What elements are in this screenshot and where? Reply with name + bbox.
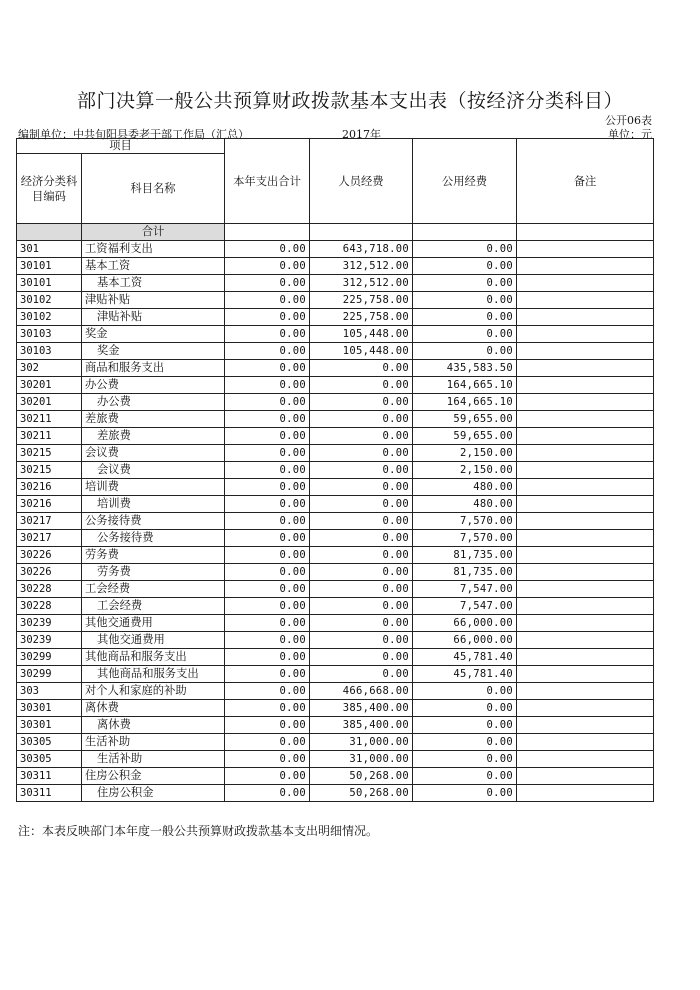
table-row <box>17 564 654 581</box>
table-row <box>17 394 654 411</box>
row-public: 480.00 <box>413 496 517 513</box>
row-code: 30217 <box>17 530 82 547</box>
row-name: 商品和服务支出 <box>82 360 225 377</box>
table-row <box>17 598 654 615</box>
row-personnel: 0.00 <box>310 547 413 564</box>
row-code: 30239 <box>17 632 82 649</box>
row-personnel: 225,758.00 <box>310 292 413 309</box>
row-remark <box>517 241 654 258</box>
row-public: 0.00 <box>413 785 517 802</box>
table-row <box>17 309 654 326</box>
sum-personnel-cell <box>310 224 413 241</box>
table-row <box>17 530 654 547</box>
row-total: 0.00 <box>225 632 310 649</box>
row-name: 津贴补贴 <box>82 309 225 326</box>
table-row <box>17 275 654 292</box>
row-code: 30101 <box>17 258 82 275</box>
sum-remark-cell <box>517 224 654 241</box>
row-code: 30211 <box>17 428 82 445</box>
row-name: 奖金 <box>82 343 225 360</box>
header-total: 本年支出合计 <box>225 139 310 224</box>
row-personnel: 0.00 <box>310 394 413 411</box>
row-public: 7,547.00 <box>413 598 517 615</box>
row-remark <box>517 547 654 564</box>
row-public: 0.00 <box>413 683 517 700</box>
row-public: 480.00 <box>413 479 517 496</box>
row-total: 0.00 <box>225 496 310 513</box>
row-total: 0.00 <box>225 292 310 309</box>
report-title: 部门决算一般公共预算财政拨款基本支出表（按经济分类科目） <box>76 90 623 112</box>
row-public: 0.00 <box>413 734 517 751</box>
row-personnel: 31,000.00 <box>310 734 413 751</box>
row-remark <box>517 513 654 530</box>
row-personnel: 105,448.00 <box>310 326 413 343</box>
row-code: 30215 <box>17 445 82 462</box>
row-public: 81,735.00 <box>413 547 517 564</box>
row-total: 0.00 <box>225 241 310 258</box>
row-code: 30301 <box>17 717 82 734</box>
header-name: 科目名称 <box>82 154 225 224</box>
row-remark <box>517 530 654 547</box>
row-name: 工会经费 <box>82 598 225 615</box>
row-public: 45,781.40 <box>413 666 517 683</box>
row-total: 0.00 <box>225 768 310 785</box>
row-code: 30301 <box>17 700 82 717</box>
table-row <box>17 343 654 360</box>
row-name: 其他商品和服务支出 <box>82 666 225 683</box>
row-name: 工资福利支出 <box>82 241 225 258</box>
row-remark <box>517 598 654 615</box>
sum-public-cell <box>413 224 517 241</box>
row-name: 对个人和家庭的补助 <box>82 683 225 700</box>
row-name: 生活补助 <box>82 734 225 751</box>
row-total: 0.00 <box>225 547 310 564</box>
row-remark <box>517 581 654 598</box>
row-personnel: 0.00 <box>310 513 413 530</box>
row-name: 津贴补贴 <box>82 292 225 309</box>
header-personnel: 人员经费 <box>310 139 413 224</box>
row-remark <box>517 751 654 768</box>
row-total: 0.00 <box>225 411 310 428</box>
row-remark <box>517 360 654 377</box>
row-total: 0.00 <box>225 326 310 343</box>
row-personnel: 0.00 <box>310 530 413 547</box>
row-total: 0.00 <box>225 649 310 666</box>
row-public: 0.00 <box>413 326 517 343</box>
row-remark <box>517 326 654 343</box>
row-name: 会议费 <box>82 462 225 479</box>
row-remark <box>517 564 654 581</box>
row-public: 0.00 <box>413 241 517 258</box>
row-total: 0.00 <box>225 598 310 615</box>
row-code: 30216 <box>17 496 82 513</box>
row-personnel: 0.00 <box>310 581 413 598</box>
row-public: 2,150.00 <box>413 462 517 479</box>
table-row <box>17 649 654 666</box>
row-remark <box>517 377 654 394</box>
row-total: 0.00 <box>225 309 310 326</box>
row-remark <box>517 343 654 360</box>
row-name: 住房公积金 <box>82 768 225 785</box>
row-public: 45,781.40 <box>413 649 517 666</box>
table-row <box>17 717 654 734</box>
row-personnel: 312,512.00 <box>310 258 413 275</box>
row-personnel: 225,758.00 <box>310 309 413 326</box>
sum-label: 合计 <box>82 224 225 241</box>
unit-label: 单位：元 <box>608 128 652 141</box>
row-public: 164,665.10 <box>413 377 517 394</box>
row-name: 公务接待费 <box>82 513 225 530</box>
row-personnel: 50,268.00 <box>310 768 413 785</box>
row-remark <box>517 734 654 751</box>
row-code: 302 <box>17 360 82 377</box>
row-remark <box>517 615 654 632</box>
row-name: 离休费 <box>82 717 225 734</box>
header-project: 项目 <box>17 139 225 154</box>
row-name: 其他交通费用 <box>82 615 225 632</box>
row-personnel: 312,512.00 <box>310 275 413 292</box>
row-code: 30299 <box>17 666 82 683</box>
table-row <box>17 734 654 751</box>
row-total: 0.00 <box>225 717 310 734</box>
row-public: 59,655.00 <box>413 411 517 428</box>
row-code: 30226 <box>17 564 82 581</box>
row-remark <box>517 394 654 411</box>
row-personnel: 0.00 <box>310 411 413 428</box>
row-personnel: 31,000.00 <box>310 751 413 768</box>
row-total: 0.00 <box>225 564 310 581</box>
row-remark <box>517 717 654 734</box>
row-code: 30201 <box>17 394 82 411</box>
row-personnel: 0.00 <box>310 360 413 377</box>
sum-total-cell <box>225 224 310 241</box>
row-personnel: 385,400.00 <box>310 717 413 734</box>
row-remark <box>517 479 654 496</box>
row-personnel: 0.00 <box>310 428 413 445</box>
row-name: 公务接待费 <box>82 530 225 547</box>
year-label: 2017年 <box>342 128 381 141</box>
sum-code-cell <box>17 224 82 241</box>
row-total: 0.00 <box>225 530 310 547</box>
row-total: 0.00 <box>225 394 310 411</box>
row-personnel: 0.00 <box>310 462 413 479</box>
row-code: 30226 <box>17 547 82 564</box>
row-total: 0.00 <box>225 666 310 683</box>
row-remark <box>517 292 654 309</box>
table-row <box>17 241 654 258</box>
row-public: 0.00 <box>413 258 517 275</box>
table-row <box>17 751 654 768</box>
row-personnel: 0.00 <box>310 564 413 581</box>
row-code: 30305 <box>17 751 82 768</box>
row-public: 0.00 <box>413 309 517 326</box>
row-total: 0.00 <box>225 343 310 360</box>
row-remark <box>517 411 654 428</box>
row-code: 30228 <box>17 598 82 615</box>
row-public: 0.00 <box>413 768 517 785</box>
row-total: 0.00 <box>225 479 310 496</box>
row-remark <box>517 649 654 666</box>
row-personnel: 0.00 <box>310 649 413 666</box>
row-public: 0.00 <box>413 700 517 717</box>
table-row <box>17 377 654 394</box>
row-public: 66,000.00 <box>413 615 517 632</box>
row-remark <box>517 666 654 683</box>
row-total: 0.00 <box>225 428 310 445</box>
row-public: 2,150.00 <box>413 445 517 462</box>
header-remark: 备注 <box>517 139 654 224</box>
table-row <box>17 428 654 445</box>
row-name: 劳务费 <box>82 564 225 581</box>
row-total: 0.00 <box>225 445 310 462</box>
header-public: 公用经费 <box>413 139 517 224</box>
row-code: 301 <box>17 241 82 258</box>
row-code: 30103 <box>17 326 82 343</box>
row-remark <box>517 275 654 292</box>
row-name: 培训费 <box>82 496 225 513</box>
row-public: 0.00 <box>413 343 517 360</box>
table-row <box>17 666 654 683</box>
row-personnel: 643,718.00 <box>310 241 413 258</box>
row-total: 0.00 <box>225 377 310 394</box>
table-row <box>17 479 654 496</box>
row-remark <box>517 462 654 479</box>
row-public: 7,547.00 <box>413 581 517 598</box>
row-code: 30103 <box>17 343 82 360</box>
row-remark <box>517 496 654 513</box>
row-total: 0.00 <box>225 513 310 530</box>
row-remark <box>517 258 654 275</box>
row-name: 基本工资 <box>82 275 225 292</box>
row-total: 0.00 <box>225 462 310 479</box>
row-total: 0.00 <box>225 734 310 751</box>
row-code: 30215 <box>17 462 82 479</box>
row-remark <box>517 632 654 649</box>
row-public: 164,665.10 <box>413 394 517 411</box>
row-public: 66,000.00 <box>413 632 517 649</box>
row-code: 30101 <box>17 275 82 292</box>
row-total: 0.00 <box>225 785 310 802</box>
row-remark <box>517 785 654 802</box>
row-name: 办公费 <box>82 377 225 394</box>
table-row <box>17 462 654 479</box>
row-total: 0.00 <box>225 258 310 275</box>
header-code: 经济分类科目编码 <box>17 154 82 224</box>
table-row <box>17 768 654 785</box>
table-row <box>17 445 654 462</box>
row-public: 0.00 <box>413 717 517 734</box>
table-row <box>17 258 654 275</box>
form-number: 公开06表 <box>605 114 652 127</box>
row-personnel: 0.00 <box>310 377 413 394</box>
row-public: 81,735.00 <box>413 564 517 581</box>
table-row <box>17 785 654 802</box>
footnote: 注：本表反映部门本年度一般公共预算财政拨款基本支出明细情况。 <box>18 824 379 838</box>
row-personnel: 0.00 <box>310 445 413 462</box>
row-code: 30239 <box>17 615 82 632</box>
row-name: 差旅费 <box>82 411 225 428</box>
expenditure-table <box>16 138 654 802</box>
row-remark <box>517 700 654 717</box>
table-row <box>17 700 654 717</box>
row-personnel: 0.00 <box>310 632 413 649</box>
row-name: 培训费 <box>82 479 225 496</box>
row-remark <box>517 445 654 462</box>
row-code: 30311 <box>17 785 82 802</box>
row-remark <box>517 428 654 445</box>
row-personnel: 105,448.00 <box>310 343 413 360</box>
row-public: 0.00 <box>413 751 517 768</box>
row-remark <box>517 309 654 326</box>
row-code: 30102 <box>17 292 82 309</box>
table-row <box>17 292 654 309</box>
org-label: 编制单位：中共旬阳县委老干部工作局（汇总） <box>18 128 249 141</box>
row-name: 其他商品和服务支出 <box>82 649 225 666</box>
row-personnel: 0.00 <box>310 496 413 513</box>
row-total: 0.00 <box>225 700 310 717</box>
row-code: 30305 <box>17 734 82 751</box>
row-name: 差旅费 <box>82 428 225 445</box>
row-remark <box>517 683 654 700</box>
table-row <box>17 496 654 513</box>
sum-row <box>17 224 654 241</box>
row-public: 7,570.00 <box>413 513 517 530</box>
row-code: 30216 <box>17 479 82 496</box>
row-total: 0.00 <box>225 683 310 700</box>
row-name: 会议费 <box>82 445 225 462</box>
table-row <box>17 683 654 700</box>
row-personnel: 0.00 <box>310 479 413 496</box>
row-name: 生活补助 <box>82 751 225 768</box>
table-row <box>17 411 654 428</box>
table-row <box>17 632 654 649</box>
row-total: 0.00 <box>225 360 310 377</box>
row-total: 0.00 <box>225 615 310 632</box>
row-personnel: 0.00 <box>310 615 413 632</box>
row-total: 0.00 <box>225 581 310 598</box>
row-public: 0.00 <box>413 275 517 292</box>
row-public: 7,570.00 <box>413 530 517 547</box>
row-personnel: 0.00 <box>310 666 413 683</box>
row-code: 30311 <box>17 768 82 785</box>
row-name: 劳务费 <box>82 547 225 564</box>
row-code: 30211 <box>17 411 82 428</box>
row-public: 0.00 <box>413 292 517 309</box>
row-code: 30102 <box>17 309 82 326</box>
table-row <box>17 513 654 530</box>
row-code: 30201 <box>17 377 82 394</box>
row-name: 基本工资 <box>82 258 225 275</box>
row-personnel: 385,400.00 <box>310 700 413 717</box>
row-name: 奖金 <box>82 326 225 343</box>
row-code: 30299 <box>17 649 82 666</box>
row-name: 办公费 <box>82 394 225 411</box>
table-row <box>17 615 654 632</box>
header-row-1 <box>17 139 654 154</box>
row-remark <box>517 768 654 785</box>
row-name: 离休费 <box>82 700 225 717</box>
table-row <box>17 326 654 343</box>
row-name: 住房公积金 <box>82 785 225 802</box>
row-code: 30217 <box>17 513 82 530</box>
table-row <box>17 360 654 377</box>
row-public: 435,583.50 <box>413 360 517 377</box>
row-name: 其他交通费用 <box>82 632 225 649</box>
row-personnel: 0.00 <box>310 598 413 615</box>
row-total: 0.00 <box>225 751 310 768</box>
row-code: 303 <box>17 683 82 700</box>
row-public: 59,655.00 <box>413 428 517 445</box>
row-name: 工会经费 <box>82 581 225 598</box>
row-total: 0.00 <box>225 275 310 292</box>
row-code: 30228 <box>17 581 82 598</box>
table-row <box>17 581 654 598</box>
table-row <box>17 547 654 564</box>
row-personnel: 50,268.00 <box>310 785 413 802</box>
row-personnel: 466,668.00 <box>310 683 413 700</box>
